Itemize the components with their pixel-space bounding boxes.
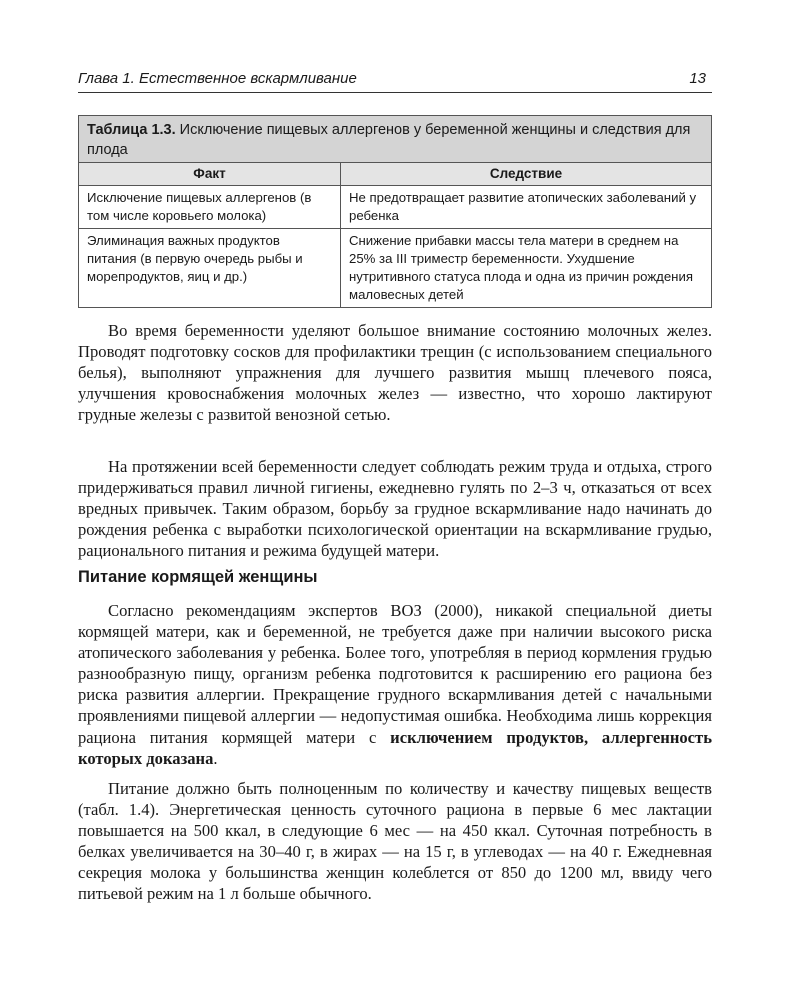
- paragraph-text: Питание должно быть полноценным по количеству и качеству пищевых веществ (табл. 1.4). Энергетическая ценность суточного рациона в первые 6 мес лактации повышается на 500 ккал, в следующие 6 мес — на 450 ккал. Суточная потребность в белках увеличивается на 30–40 г, в жирах — на 15 г, в углеводах — на 40 г. Ежедневная секреция молока у большинства женщин колеблется от 850 до 1200 мл, ввиду чего питьевой режим на 1 л больше обычного.: [78, 779, 712, 904]
- paragraph-regimen: [78, 456, 712, 561]
- paragraph-text: На протяжении всей беременности следует соблюдать режим труда и отдыха, строго придерживаться правил личной гигиены, ежедневно гулять по 2–3 ч, отказаться от всех вредных привычек. Таким образом, борьбу за грудное вскармливание надо начинать до рождения ребенка с выработки психологической ориентации на вскармливание грудью, рационального питания и режима будущей матери.: [78, 457, 712, 561]
- section-heading: Питание кормящей женщины: [78, 568, 318, 586]
- chapter-title: Глава 1. Естественное вскармливание: [78, 70, 357, 87]
- paragraph-breast-preparation: [78, 320, 712, 425]
- column-header-fact: Факт: [79, 163, 341, 186]
- table-row: [79, 229, 712, 308]
- paragraph-text: [78, 600, 712, 769]
- allergen-table: [78, 115, 712, 308]
- table-cell-consequence: Снижение прибавки массы тела матери в среднем на 25% за III триместр беременности. Ухудшение нутритивного статуса плода и одна из причин рождения маловесных детей: [341, 229, 712, 308]
- paragraph-who-recommendations: [78, 600, 712, 769]
- table-caption-row: [79, 116, 712, 163]
- running-head: [78, 70, 712, 93]
- paragraph-text: Во время беременности уделяют большое внимание состоянию молочных желез. Проводят подготовку сосков для профилактики трещин (с использованием специального белья), выполняют упражнения для лучшего развития мышц плечевого пояса, улучшения кровоснабжения молочных желез — известно, что хорошо лактируют грудные железы с развитой венозной сетью.: [78, 321, 712, 425]
- paragraph-text-end: .: [213, 748, 218, 768]
- table-header-row: [79, 163, 712, 186]
- table-caption-text: Исключение пищевых аллергенов у беременной женщины и следствия для плода: [87, 122, 691, 158]
- table-row: [79, 186, 712, 229]
- table-caption: [79, 116, 712, 163]
- paragraph-text-start: Согласно рекомендациям экспертов ВОЗ (2000), никакой специальной диеты кормящей матери, как и беременной, не требуется даже при наличии высокого риска атопического заболевания у ребенка. Более того, употребляя в период кормления грудью разнообразную пищу, организм ребенка подготовится к расширению его рациона без риска развития аллергии. Прекращение грудного вскармливания детей с начальными проявлениями пищевой аллергии — недопустимая ошибка. Необходима лишь коррекция рациона питания кормящей матери с: [78, 601, 712, 747]
- table-cell-fact: Исключение пищевых аллергенов (в том числе коровьего молока): [79, 186, 341, 229]
- emphasis-text: исключением продуктов, аллергенность которых доказана: [78, 727, 712, 768]
- table-cell-fact: Элиминация важных продуктов питания (в первую очередь рыбы и морепродуктов, яиц и др.): [79, 229, 341, 308]
- page-number: 13: [689, 70, 706, 87]
- table-caption-label: Таблица 1.3.: [87, 122, 176, 138]
- column-header-consequence: Следствие: [341, 163, 712, 186]
- table-cell-consequence: Не предотвращает развитие атопических заболеваний у ребенка: [341, 186, 712, 229]
- paragraph-nutrition-values: [78, 778, 712, 905]
